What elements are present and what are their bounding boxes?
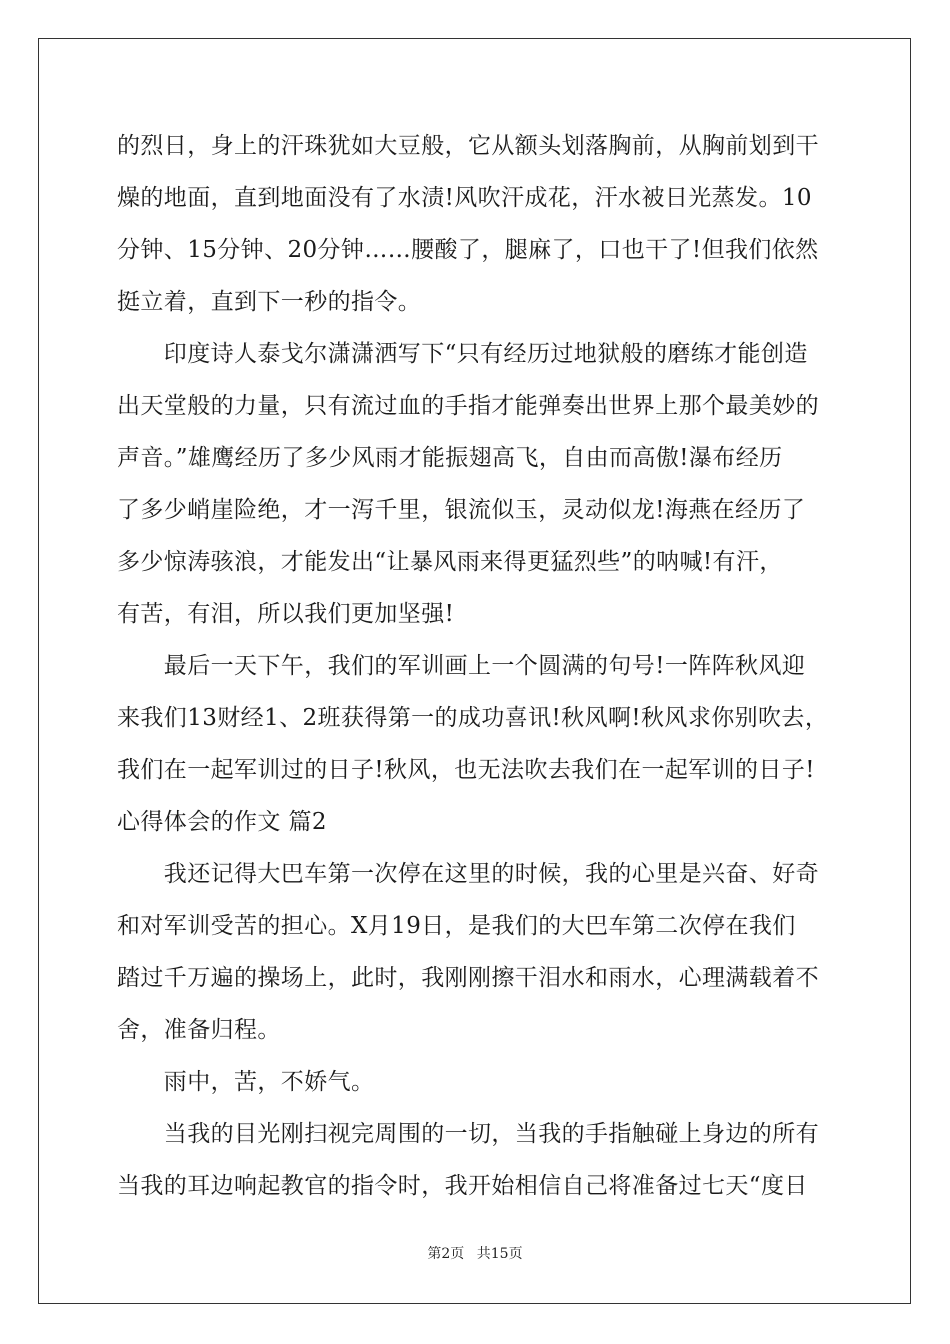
page-total: 共15页: [476, 1246, 523, 1262]
text-line: 印度诗人泰戈尔潇潇洒写下“只有经历过地狱般的磨练才能创造: [117, 341, 808, 367]
page-number: 第2页: [427, 1246, 465, 1262]
text-line: 当我的目光刚扫视完周围的一切，当我的手指触碰上身边的所有: [117, 1121, 819, 1147]
document-body: [117, 120, 837, 1212]
text-line: 声音。”雄鹰经历了多少风雨才能振翅高飞，自由而高傲!瀑布经历: [117, 445, 783, 471]
text-line: 我们在一起军训过的日子!秋风，也无法吹去我们在一起军训的日子!: [117, 757, 815, 783]
text-line: 燥的地面，直到地面没有了水渍!风吹汗成花，汗水被日光蒸发。10: [117, 185, 812, 211]
text-line: 挺立着，直到下一秒的指令。: [117, 289, 422, 315]
section-heading: 心得体会的作文 篇2: [117, 809, 327, 835]
text-line: 当我的耳边响起教官的指令时，我开始相信自己将准备过七天“度日: [117, 1173, 808, 1199]
text-line: 我还记得大巴车第一次停在这里的时候，我的心里是兴奋、好奇: [117, 861, 819, 887]
text-line: 多少惊涛骇浪，才能发出“让暴风雨来得更猛烈些”的呐喊!有汗，: [117, 549, 783, 575]
text-line: 了多少峭崖险绝，才一泻千里，银流似玉，灵动似龙!海燕在经历了: [117, 497, 806, 523]
text-line: 舍，准备归程。: [117, 1017, 281, 1043]
text-line: 来我们13财经1、2班获得第一的成功喜讯!秋风啊!秋风求你别吹去，: [117, 705, 829, 731]
page-footer: [0, 1243, 950, 1263]
text-line: 分钟、15分钟、20分钟……腰酸了，腿麻了，口也干了!但我们依然: [117, 237, 819, 263]
text-line: 踏过千万遍的操场上，此时，我刚刚擦干泪水和雨水，心理满载着不: [117, 965, 819, 991]
text-line: 的烈日，身上的汗珠犹如大豆般，它从额头划落胸前，从胸前划到干: [117, 133, 819, 159]
text-line: 和对军训受苦的担心。X月19日，是我们的大巴车第二次停在我们: [117, 913, 796, 939]
text-line: 有苦，有泪，所以我们更加坚强!: [117, 601, 455, 627]
text-line: 最后一天下午，我们的军训画上一个圆满的句号!一阵阵秋风迎: [117, 653, 806, 679]
text-line: 雨中，苦，不娇气。: [117, 1069, 375, 1095]
text-line: 出天堂般的力量，只有流过血的手指才能弹奏出世界上那个最美妙的: [117, 393, 819, 419]
